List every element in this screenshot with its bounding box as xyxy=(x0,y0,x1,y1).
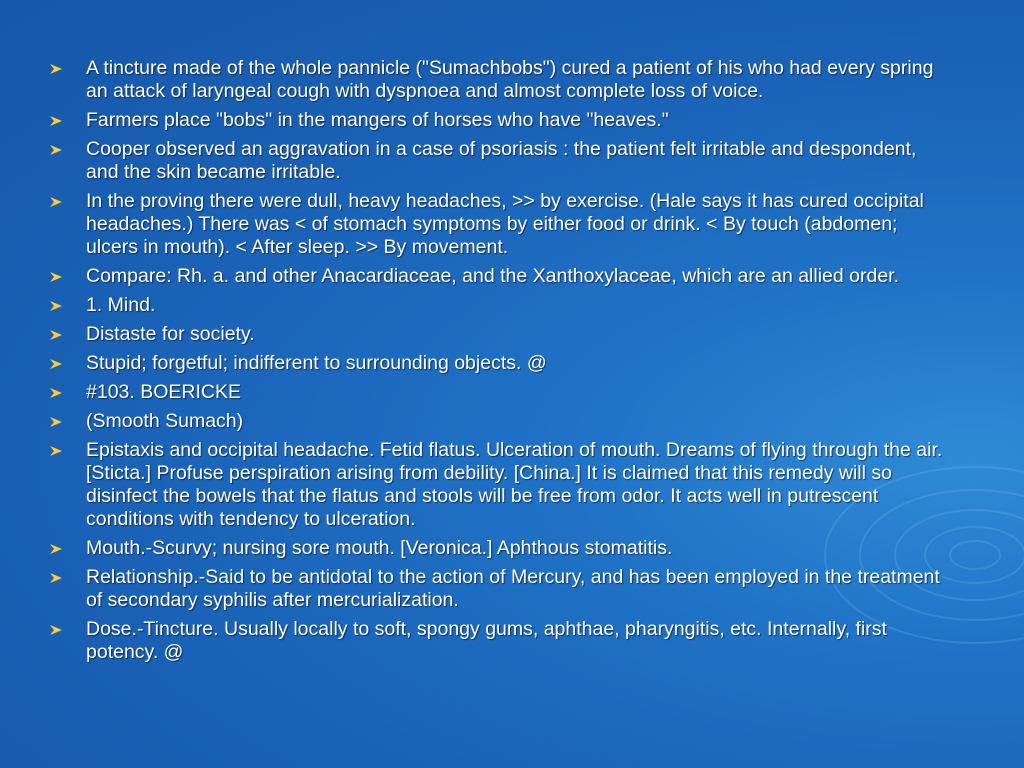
arrowhead-bullet-icon xyxy=(50,381,64,404)
bullet-item xyxy=(50,439,950,531)
bullet-text: #103. BOERICKE xyxy=(86,381,241,403)
slide-body xyxy=(50,57,950,670)
bullet-item xyxy=(50,265,950,288)
arrowhead-bullet-icon xyxy=(50,138,64,161)
bullet-item xyxy=(50,618,950,664)
arrowhead-bullet-icon xyxy=(50,265,64,288)
arrowhead-bullet-icon xyxy=(50,352,64,375)
arrowhead-bullet-icon xyxy=(50,410,64,433)
arrowhead-bullet-icon xyxy=(50,109,64,132)
bullet-text: In the proving there were dull, heavy headaches, >> by exercise. (Hale says it has cured occipital headaches.) There was < of stomach symptoms by either food or drink. < By touch (abdomen; ulcers in mouth). < After sleep. >> By movement. xyxy=(86,190,924,258)
bullet-text: Distaste for society. xyxy=(86,323,255,345)
bullet-text: Epistaxis and occipital headache. Fetid flatus. Ulceration of mouth. Dreams of flying through the air. [Sticta.] Profuse perspiration arising from debility. [China.] It is claimed that this remedy will so disinfect the bowels that the flatus and stools will be free from odor. It acts well in putrescent conditions with tendency to ulceration. xyxy=(86,439,943,530)
bullet-item xyxy=(50,381,950,404)
bullet-text: Cooper observed an aggravation in a case of psoriasis : the patient felt irritable and despondent, and the skin became irritable. xyxy=(86,138,917,183)
arrowhead-bullet-icon xyxy=(50,566,64,589)
bullet-text: (Smooth Sumach) xyxy=(86,410,244,432)
bullet-text: Dose.-Tincture. Usually locally to soft, spongy gums, aphthae, pharyngitis, etc. Internally, first potency. @ xyxy=(86,618,887,663)
bullet-item xyxy=(50,410,950,433)
bullet-item xyxy=(50,294,950,317)
bullet-text: 1. Mind. xyxy=(86,294,156,316)
bullet-text: Stupid; forgetful; indifferent to surrounding objects. @ xyxy=(86,352,547,374)
arrowhead-bullet-icon xyxy=(50,537,64,560)
arrowhead-bullet-icon xyxy=(50,618,64,641)
bullet-text: Compare: Rh. a. and other Anacardiaceae, and the Xanthoxylaceae, which are an allied order. xyxy=(86,265,900,287)
bullet-text: A tincture made of the whole pannicle ("Sumachbobs") cured a patient of his who had every spring an attack of laryngeal cough with dyspnoea and almost complete loss of voice. xyxy=(86,57,934,102)
bullet-item xyxy=(50,537,950,560)
arrowhead-bullet-icon xyxy=(50,294,64,317)
bullet-text: Relationship.-Said to be antidotal to the action of Mercury, and has been employed in the treatment of secondary syphilis after mercurialization. xyxy=(86,566,940,611)
bullet-text: Farmers place "bobs" in the mangers of horses who have "heaves." xyxy=(86,109,669,131)
bullet-item xyxy=(50,566,950,612)
bullet-item xyxy=(50,190,950,259)
bullet-item xyxy=(50,352,950,375)
bullet-item xyxy=(50,138,950,184)
arrowhead-bullet-icon xyxy=(50,190,64,213)
bullet-item xyxy=(50,57,950,103)
bullet-text: Mouth.-Scurvy; nursing sore mouth. [Veronica.] Aphthous stomatitis. xyxy=(86,537,673,559)
bullet-list xyxy=(50,57,950,664)
arrowhead-bullet-icon xyxy=(50,323,64,346)
arrowhead-bullet-icon xyxy=(50,57,64,80)
bullet-item xyxy=(50,323,950,346)
bullet-item xyxy=(50,109,950,132)
arrowhead-bullet-icon xyxy=(50,439,64,462)
